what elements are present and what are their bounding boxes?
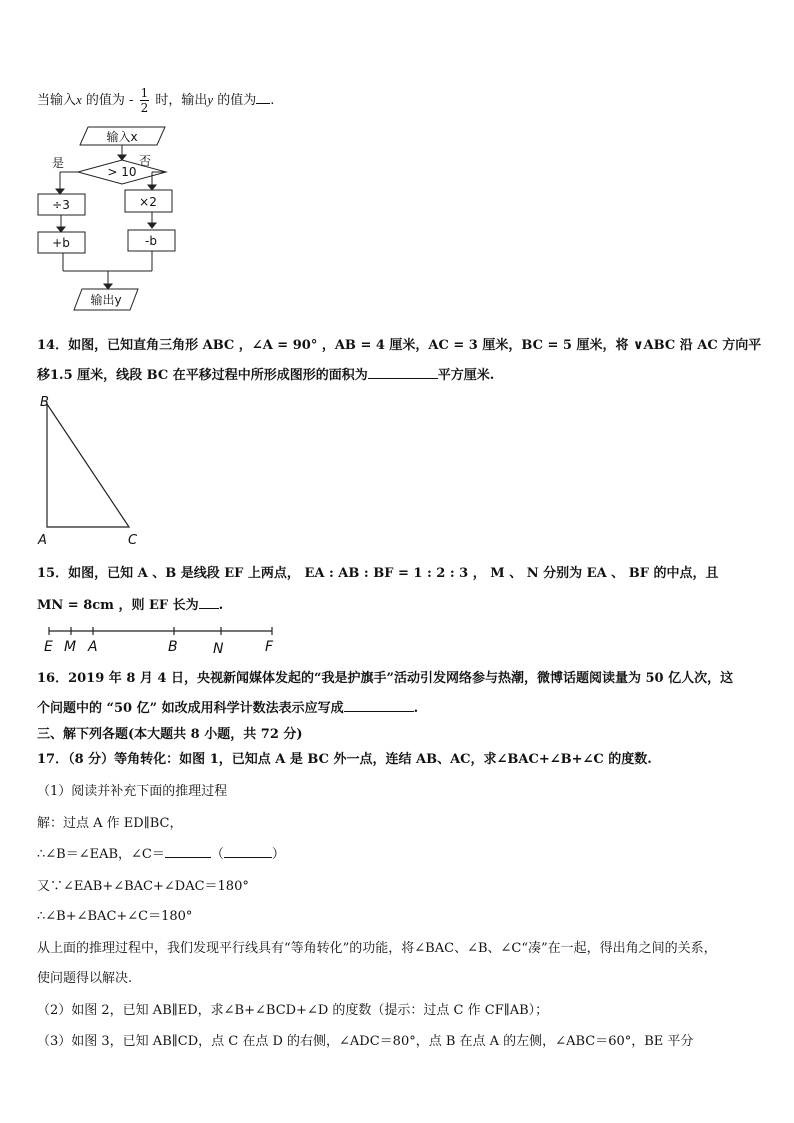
q14-line-2 <box>37 364 494 383</box>
point-m-label: M <box>64 639 77 655</box>
var-y: y <box>207 92 214 107</box>
flowchart <box>30 120 180 320</box>
vertex-c-label: C <box>128 533 138 547</box>
point-n-label: N <box>213 641 224 656</box>
point-b-label: B <box>168 639 178 655</box>
q17-step-1 <box>37 843 285 862</box>
triangle-abc <box>47 404 129 527</box>
q17-step-3: ∴∠B+∠BAC+∠C＝180° <box>37 909 193 924</box>
fraction-denominator: 2 <box>140 101 149 115</box>
q15-line-1: 15．如图，已知 A 、B 是线段 EF 上两点， EA : AB : BF = 1 : 2 : 3 ， M 、 N 分别为 EA 、 BF 的中点，且 <box>37 566 719 581</box>
section-header: 三、解下列各题(本大题共 8 小题，共 72 分) <box>37 727 303 742</box>
answer-blank <box>224 845 272 858</box>
q15-text: . <box>218 598 224 613</box>
flow-left-op1: ÷3 <box>52 198 70 212</box>
q13-text: . <box>270 93 275 108</box>
q17-paragraph-1: 从上面的推理过程中，我们发现平行线具有“等角转化”的功能，将∠BAC、∠B、∠C“凑”在一起，得出角之间的关系， <box>37 941 717 956</box>
q17-sub-1: （1）阅读并补充下面的推理过程 <box>37 784 228 799</box>
q16-text: . <box>413 701 419 716</box>
flow-condition-label: > 10 <box>107 165 137 179</box>
q14-line-1: 14．如图，已知直角三角形 ABC ，∠A = 90° ，AB = 4 厘米，AC = 3 厘米，BC = 5 厘米，将 ∨ABC 沿 AC 方向平 <box>37 338 762 353</box>
flow-right-op2: -b <box>145 234 157 248</box>
vertex-a-label: A <box>38 533 47 547</box>
flow-no-label: 否 <box>138 154 152 168</box>
triangle-figure <box>30 392 150 547</box>
q13-question-line <box>37 86 274 115</box>
answer-blank <box>368 366 438 379</box>
q13-text: 的值为 <box>213 93 257 108</box>
q16-line-2 <box>37 697 418 716</box>
q16-text: 个问题中的 “50 亿” 如改成用科学计数法表示应写成 <box>37 701 344 716</box>
fraction-numerator: 1 <box>140 86 149 100</box>
point-f-label: F <box>265 639 274 655</box>
q17-text: ） <box>271 847 285 862</box>
q14-text: 移1.5 厘米，线段 BC 在平移过程中所形成图形的面积为 <box>37 368 368 383</box>
answer-blank <box>165 845 211 858</box>
flow-output-label: 输出y <box>90 293 122 307</box>
answer-blank <box>256 91 270 104</box>
q14-text: 平方厘米. <box>437 368 495 383</box>
q17-sub-3: （3）如图 3，已知 AB∥CD，点 C 在点 D 的右侧，∠ADC＝80°，点 B 在点 A 的左侧，∠ABC＝60°，BE 平分 <box>37 1034 694 1049</box>
var-x: x <box>76 92 82 107</box>
vertex-b-label: B <box>40 395 49 410</box>
q15-text: MN = 8cm ，则 EF 长为 <box>37 598 199 613</box>
q17-text: ∴∠B＝∠EAB，∠C＝ <box>37 847 165 862</box>
q16-line-1: 16．2019 年 8 月 4 日，央视新闻媒体发起的“我是护旗手”活动引发网络参与热潮，微博话题阅读量为 50 亿人次，这 <box>37 671 734 686</box>
fraction <box>140 86 150 115</box>
answer-blank <box>199 596 219 609</box>
q17-text: （ <box>210 847 224 862</box>
q17-sub-2: （2）如图 2，已知 AB∥ED，求∠B+∠BCD+∠D 的度数（提示：过点 C 作 CF∥AB）； <box>37 1003 549 1018</box>
q17-line-1: 17．（8 分）等角转化：如图 1，已知点 A 是 BC 外一点，连结 AB、AC，求∠BAC+∠B+∠C 的度数. <box>37 752 652 767</box>
q13-text: 当输入 <box>37 93 77 108</box>
answer-blank <box>344 699 414 712</box>
q17-step-2: 又∵∠EAB+∠BAC+∠DAC＝180° <box>37 879 249 894</box>
segment-figure <box>40 622 280 656</box>
q17-paragraph-2: 使问题得以解决. <box>37 971 133 986</box>
flow-yes-label: 是 <box>51 156 65 170</box>
point-e-label: E <box>44 639 53 655</box>
flow-input-label: 输入x <box>106 130 138 144</box>
flow-right-op1: ×2 <box>139 195 157 209</box>
q13-text: 时，输出 <box>151 93 208 108</box>
q17-solve: 解：过点 A 作 ED∥BC， <box>37 816 183 831</box>
flow-left-op2: +b <box>52 236 70 250</box>
point-a-label: A <box>88 639 98 655</box>
q13-text: 的值为 - <box>81 93 138 108</box>
q15-line-2 <box>37 594 223 613</box>
